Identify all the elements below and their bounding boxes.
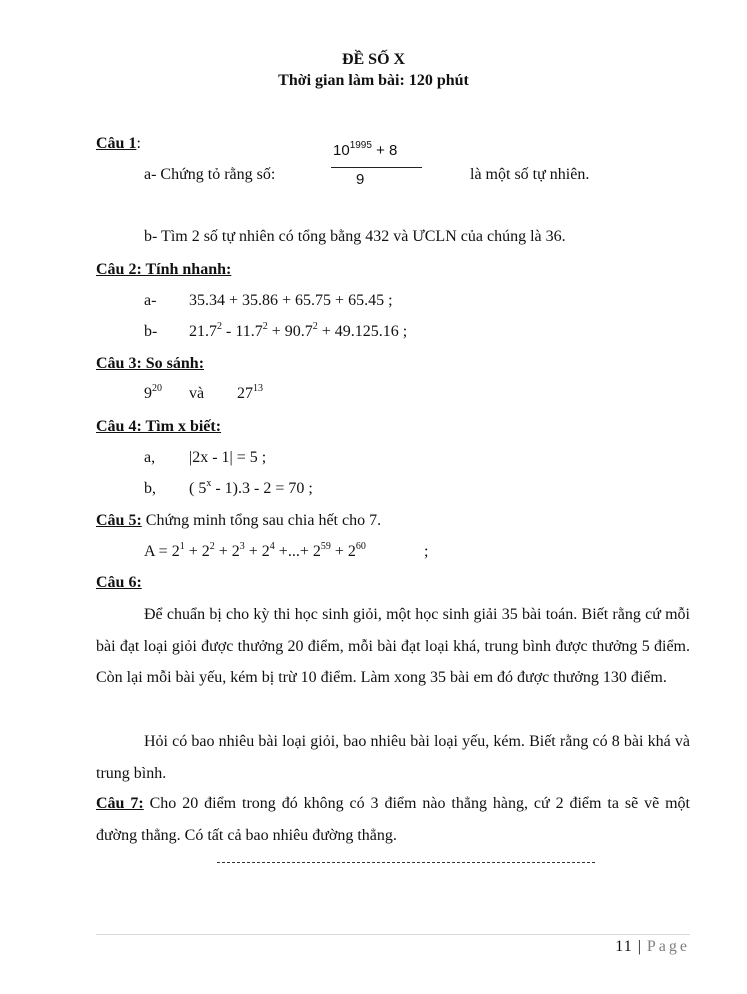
q4-b-expr [189, 480, 313, 498]
q3-left-power [144, 385, 162, 403]
page-number: 11 [615, 938, 633, 955]
q3-right-power [237, 385, 263, 403]
q4-b-post: - 1).3 - 2 = 70 ; [211, 480, 313, 497]
q1-fraction-denominator: 9 [356, 171, 365, 188]
q5-t5: +...+ 2 [274, 543, 321, 560]
q3-base2: 27 [237, 385, 253, 402]
q1-colon: : [136, 135, 141, 152]
q7-paragraph [96, 788, 690, 851]
q5-t1: A = 2 [144, 543, 180, 560]
q6-paragraph-1: Để chuẩn bị cho kỳ thi học sinh giỏi, một học sinh giải 35 bài toán. Biết rằng cứ mỗi bài đạt loại giỏi được thưởng 20 điểm, mỗi bài đạt loại khá, trung bình được thưởng 5 điểm. Còn lại mỗi bài yếu, kém bị trừ 10 điểm. Làm xong 35 bài em đó được thưởng 130 điểm. [96, 606, 690, 686]
q4-b-pre: ( 5 [189, 480, 207, 497]
q5-t3: + 2 [214, 543, 240, 560]
q4-a-expr: |2x - 1| = 5 ; [189, 449, 267, 466]
page-footer [615, 938, 690, 956]
q5-e6: 60 [355, 541, 366, 552]
q2-b-exp2: 2 [262, 321, 268, 332]
q4-a-label: a, [144, 449, 156, 466]
q2-a-expr: 35.34 + 35.86 + 65.75 + 65.45 ; [189, 292, 393, 309]
q4-b-exp: x [206, 478, 212, 489]
q5-e3: 3 [239, 541, 245, 552]
q5-text: Chứng minh tổng sau chia hết cho 7. [141, 512, 382, 529]
q1-fraction-numerator [333, 142, 397, 159]
q1-heading [96, 135, 141, 153]
q2-b-label: b- [144, 323, 158, 340]
q1-num-exp: 1995 [349, 140, 372, 151]
page-subtitle: Thời gian làm bài: 120 phút [278, 72, 469, 89]
footer-page-word: Page [646, 938, 690, 955]
q1-label: Câu 1 [96, 135, 137, 152]
q7-label: Câu 7: [96, 795, 144, 812]
q2-heading: Câu 2: Tính nhanh: [96, 261, 232, 278]
q5-e5: 59 [320, 541, 331, 552]
q5-e4: 4 [269, 541, 275, 552]
q5-label: Câu 5: [96, 512, 142, 529]
q1-a-suffix: là một số tự nhiên. [470, 166, 590, 183]
q2-b-term3: + 90.7 [267, 323, 313, 340]
q6-paragraph-2: Hỏi có bao nhiêu bài loại giỏi, bao nhiêu bài loại yếu, kém. Biết rằng có 8 bài khá và trung bình. [96, 733, 690, 782]
q1-num-base: 10 [333, 142, 350, 159]
page-title: ĐỀ SỐ X [341, 51, 406, 68]
q3-heading: Câu 3: So sánh: [96, 355, 205, 372]
q4-b-label: b, [144, 480, 156, 497]
footer-separator: | [632, 938, 647, 955]
q5-t4: + 2 [244, 543, 270, 560]
q4-heading: Câu 4: Tìm x biết: [96, 418, 222, 435]
q2-b-exp3: 2 [312, 321, 318, 332]
q3-base1: 9 [144, 385, 152, 402]
q5-t2: + 2 [184, 543, 210, 560]
q2-b-term2: - 11.7 [222, 323, 263, 340]
q3-and: và [189, 385, 205, 402]
q3-exp2: 13 [253, 383, 263, 394]
q5-e2: 2 [209, 541, 215, 552]
q5-heading [96, 512, 381, 530]
q5-e1: 1 [179, 541, 185, 552]
q1-b: b- Tìm 2 số tự nhiên có tổng bằng 432 và ƯCLN của chúng là 36. [144, 228, 566, 245]
q1-a-prefix: a- Chứng tỏ rằng số: [144, 166, 276, 183]
q2-b-term4: + 49.125.16 ; [317, 323, 408, 340]
q2-b-term1: 21.7 [189, 323, 217, 340]
q1-fraction-bar [331, 167, 422, 168]
q5-end: ; [424, 543, 429, 560]
q6-heading: Câu 6: [96, 574, 142, 591]
footer-rule [96, 934, 690, 935]
q2-a-label: a- [144, 292, 157, 309]
q2-b-expr [189, 323, 407, 341]
q5-t6: + 2 [330, 543, 356, 560]
dashed-separator [217, 862, 595, 863]
q1-num-tail: + 8 [371, 142, 398, 159]
q2-b-exp1: 2 [217, 321, 222, 332]
q3-exp1: 20 [152, 383, 162, 394]
q7-text: Cho 20 điểm trong đó không có 3 điểm nào thẳng hàng, cứ 2 điểm ta sẽ vẽ một đường thẳng. Có tất cả bao nhiêu đường thẳng. [96, 795, 690, 844]
q5-expr [144, 543, 366, 561]
